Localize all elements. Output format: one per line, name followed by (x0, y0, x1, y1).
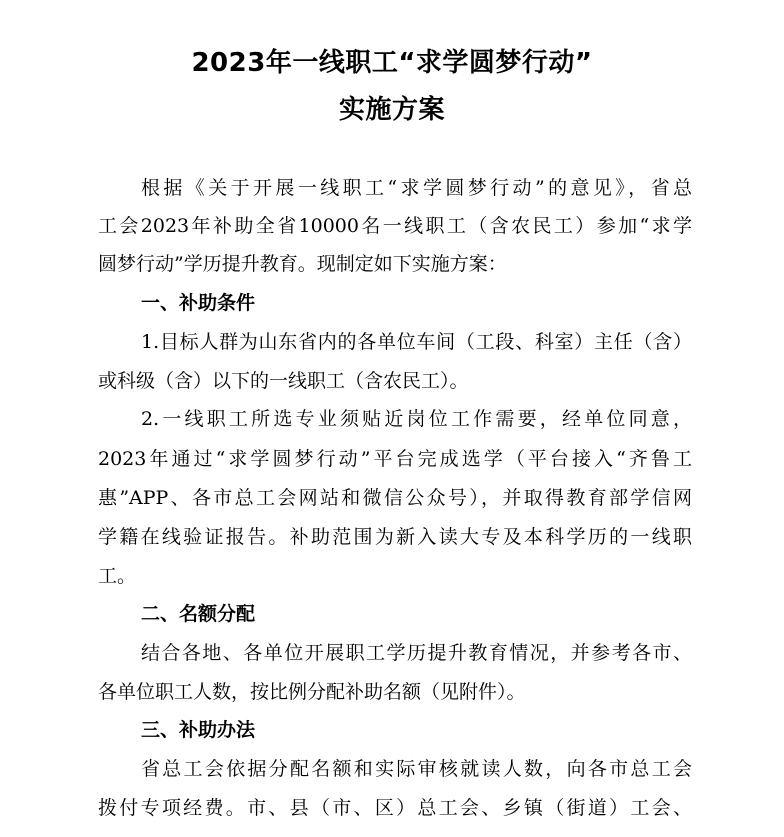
section3-heading: 三、补助办法 (141, 719, 256, 741)
section1-item2-line-5: 工。 (98, 565, 137, 587)
section1-heading: 一、补助条件 (141, 292, 256, 314)
document-title-line2: 实施方案 (338, 95, 445, 125)
intro-line-2: 工会2023年补助全省10000名一线职工（含农民工）参加“求学 (98, 215, 692, 237)
intro-line-3: 圆梦行动”学历提升教育。现制定如下实施方案： (98, 253, 507, 275)
section1-item1-line-1: 1.目标人群为山东省内的各单位车间（工段、科室）主任（含） (141, 331, 692, 353)
section2-heading: 二、名额分配 (141, 603, 256, 625)
section1-item1-line-2: 或科级（含）以下的一线职工（含农民工）。 (98, 370, 469, 392)
section1-item2-line-1: 2.一线职工所选专业须贴近岗位工作需要，经单位同意， (141, 408, 692, 430)
section2-line-1: 结合各地、各单位开展职工学历提升教育情况，并参考各市、 (141, 642, 692, 664)
section2-line-2: 各单位职工人数，按比例分配补助名额（见附件）。 (98, 681, 526, 703)
intro-line-1: 根据《关于开展一线职工“求学圆梦行动”的意见》，省总 (141, 177, 692, 199)
section3-line-1: 省总工会依据分配名额和实际审核就读人数，向各市总工会 (141, 758, 692, 780)
section1-item2-line-2: 2023年通过“求学圆梦行动”平台完成选学（平台接入“齐鲁工 (98, 448, 692, 470)
document-title-line1: 2023年一线职工“求学圆梦行动” (191, 48, 593, 78)
section1-item2-line-4: 学籍在线验证报告。补助范围为新入读大专及本科学历的一线职 (98, 526, 692, 548)
section1-item2-line-3: 惠”APP、各市总工会网站和微信公众号），并取得教育部学信网 (98, 487, 692, 509)
section3-line-2: 拨付专项经费。市、县（市、区）总工会、乡镇（街道）工会、 (98, 797, 692, 819)
